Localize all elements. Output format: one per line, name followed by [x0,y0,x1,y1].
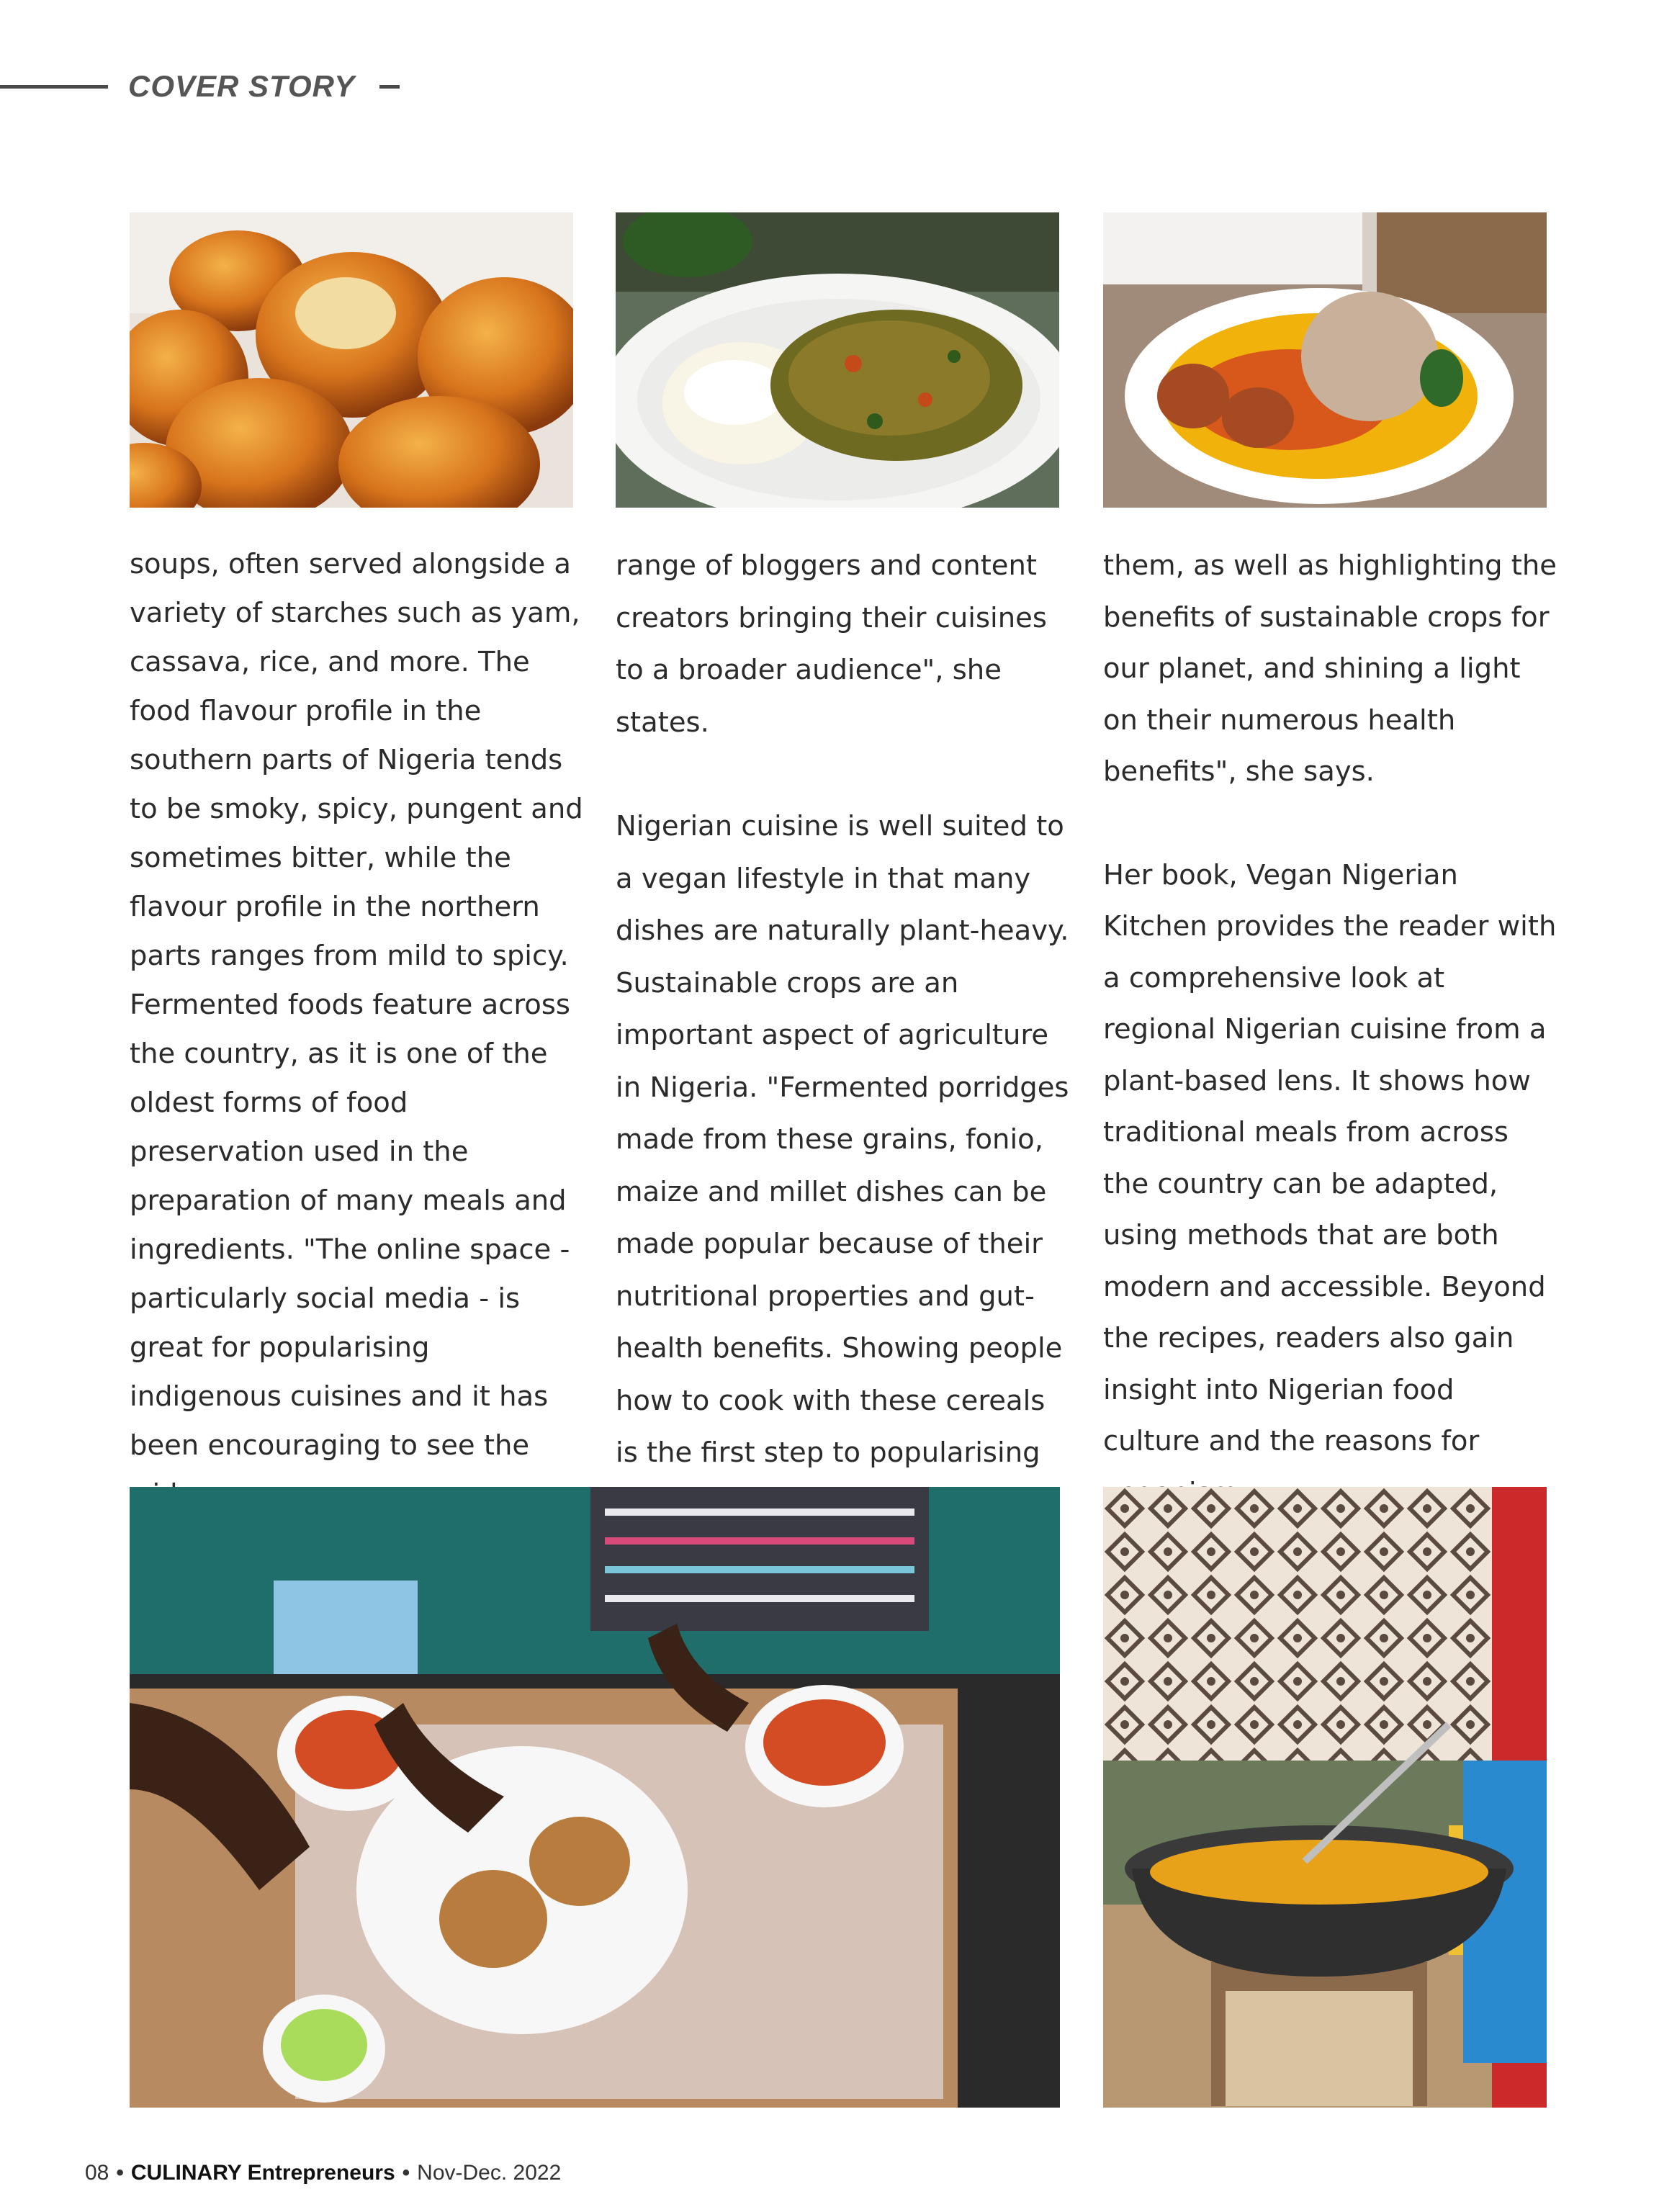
page-footer [85,2159,561,2188]
header-rule-left [0,85,108,89]
column-3-paragraph-2: Her book, Vegan Nigerian Kitchen provides the reader with a comprehensive look at regional Nigerian cuisine from a plant-based lens. It shows how traditional meals from across the country can be adapted, using methods that are both modern and accessible. Beyond the recipes, readers also gain insight into Nigerian food culture and the reasons for [1103,858,1557,1457]
section-title: COVER STORY [128,69,356,103]
column-3-paragraph-1: them, as well as highlighting the benefits of sustainable crops for our planet, and shining a light on their numerous health benefits", she says. [1103,549,1557,788]
photo-fried-dough-balls [130,212,573,508]
header-rule-right [379,85,400,89]
photo-bread-stew-table [130,1487,1060,2108]
page-number: 08 [85,2161,109,2185]
photo-pounded-yam-egusi [616,212,1059,508]
footer-separator: • [116,2161,124,2185]
footer-separator: • [402,2161,410,2185]
text-column-1 [130,540,583,1519]
issue-date: Nov-Dec. 2022 [417,2161,562,2185]
text-column-2 [616,540,1069,1480]
section-header [0,65,400,108]
photo-outdoor-frying [1103,1487,1547,2108]
text-column-3 [1103,540,1557,1519]
magazine-name: CULINARY Entrepreneurs [130,2161,395,2185]
column-2-paragraph-2: Nigerian cuisine is well suited to a vegan lifestyle in that many dishes are naturally plant-heavy. Sustainable crops are an important aspect of agriculture in Nigeria. "Fermented porridges made from these grains, fonio, maize and millet dishes can be made popular because of their nutritional properties and gut-health benefits. Showing people how to cook with these cereals is the first step to popularising [616,810,1069,1469]
photo-swallow-soup [1103,212,1547,508]
column-1-paragraph-1: soups, often served alongside a variety of starches such as yam, cassava, rice, and more. The food flavour profile in the southern parts of Nigeria tends to be smoky, spicy, pungent and sometimes bitter, while the flavour profile in the northern parts ranges from mild to spicy. Fermented foods feature across the country, as it is one of the oldest forms of food preservation used in the preparation of many meals and ingredients. "The online space - particularly social media - is great for popularising indigenous cuisines and it has been encouraging to see the [130,548,583,1462]
column-2-paragraph-1: range of bloggers and content creators bringing their cuisines to a broader audience", she states. [616,549,1047,739]
